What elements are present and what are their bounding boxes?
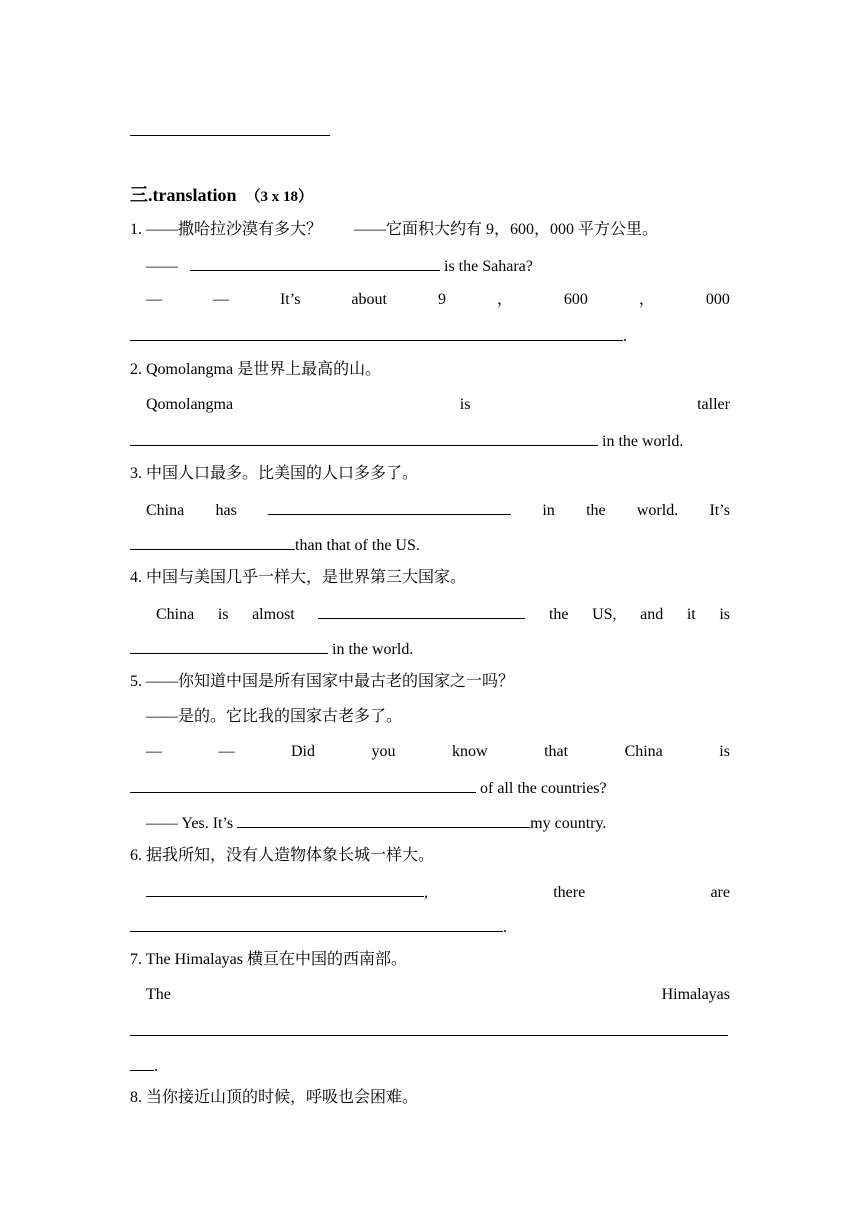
q1-line-c [130,323,730,347]
word: that [544,743,569,760]
answer-blank[interactable] [268,497,511,515]
period: . [154,1058,158,1075]
q2-prompt: 2. Qomolangma 是世界上最高的山。 [130,361,382,378]
word: 000 [705,291,730,308]
q5-reply-prefix: —— Yes. It’s [146,815,234,832]
answer-blank[interactable] [130,1053,154,1071]
q7-line-b [130,1018,730,1042]
comma: , [424,884,428,901]
word: about [351,291,387,308]
answer-blank[interactable] [190,253,440,271]
q5-prompt-reply: ——是的。它比我的国家古老多了。 [146,708,403,725]
word: world. [636,502,679,519]
top-answer-line [130,118,730,142]
word: is [459,396,471,413]
q3-suffix: than that of the US. [295,537,420,554]
word: there [553,884,586,901]
q6-line-b [130,914,730,938]
dash: — [212,291,229,308]
q4-prompt: 4. 中国与美国几乎一样大，是世界第三大国家。 [130,569,467,586]
q5-line-a [146,740,730,764]
word: Qomolangma [146,396,234,413]
q1-line-b [146,288,730,312]
section-score: （3 x 18） [245,189,314,205]
answer-blank[interactable] [130,636,328,654]
dash: — [146,743,162,760]
word: is [719,606,730,623]
q5-prompt: 5. ——你知道中国是所有国家中最古老的国家之一吗？ [130,673,515,690]
period: . [623,328,627,345]
dash: — [146,291,162,308]
section-heading [130,183,730,207]
word: ， [638,291,655,308]
q2-suffix: in the world. [602,433,684,450]
word: taller [697,396,730,413]
period: . [503,919,507,936]
word: are [710,884,730,901]
q1-prompt: 1. ——撒哈拉沙漠有多大？ ——它面积大约有 9，600，000 平方公里。 [130,221,659,238]
q1-a-suffix: is the Sahara? [444,258,533,275]
word: China [156,606,195,623]
q4-line-b [130,636,730,660]
q7-line-a [146,983,730,1007]
word: almost [252,606,295,623]
section-title: translation [152,185,237,205]
word: the [548,606,569,623]
q7-line-c [130,1053,730,1077]
q2-line-a [146,393,730,417]
q5-reply-suffix: my country. [530,815,607,832]
word: 9 [437,291,446,308]
answer-blank[interactable] [130,532,295,550]
word: is [217,606,229,623]
word: you [371,743,396,760]
answer-blank[interactable] [237,810,530,828]
answer-blank[interactable] [130,428,598,446]
q6-line-a [146,879,730,903]
answer-blank[interactable] [318,601,525,619]
answer-blank[interactable] [130,118,330,136]
word: It’s [709,502,730,519]
q6-prompt: 6. 据我所知，没有人造物体象长城一样大。 [130,847,435,864]
word: Himalayas [661,986,730,1003]
word: US, [592,606,617,623]
q3-line-b [130,532,730,556]
q2-line-b [130,428,730,452]
word: China [146,502,185,519]
q5-line-b [130,775,730,799]
dash: —— [146,258,178,275]
word: in [542,502,555,519]
answer-blank[interactable] [130,914,503,932]
q8-prompt: 8. 当你接近山顶的时候，呼吸也会困难。 [130,1089,419,1106]
answer-blank[interactable] [146,879,424,897]
answer-blank[interactable] [130,1018,728,1036]
q3-prompt: 3. 中国人口最多。比美国的人口多多了。 [130,465,419,482]
section-number: 三. [130,185,153,205]
q4-suffix: in the world. [332,641,414,658]
word: has [215,502,237,519]
answer-blank[interactable] [130,775,476,793]
q3-line-a [146,497,730,521]
q5-suffix: of all the countries? [480,780,607,797]
word: is [719,743,730,760]
word: China [624,743,663,760]
word: 600 [563,291,588,308]
dash: — [218,743,235,760]
word: ， [496,291,513,308]
word: the [586,502,606,519]
word: Did [291,743,315,760]
q4-line-a [156,601,730,625]
q7-prompt: 7. The Himalayas 横亘在中国的西南部。 [130,951,408,968]
q5-line-c [146,810,730,834]
word: The [146,986,171,1003]
word: it [686,606,696,623]
word: know [452,743,488,760]
word: It’s [279,291,301,308]
q1-line-a [146,253,730,277]
word: and [640,606,664,623]
answer-blank[interactable] [130,323,623,341]
